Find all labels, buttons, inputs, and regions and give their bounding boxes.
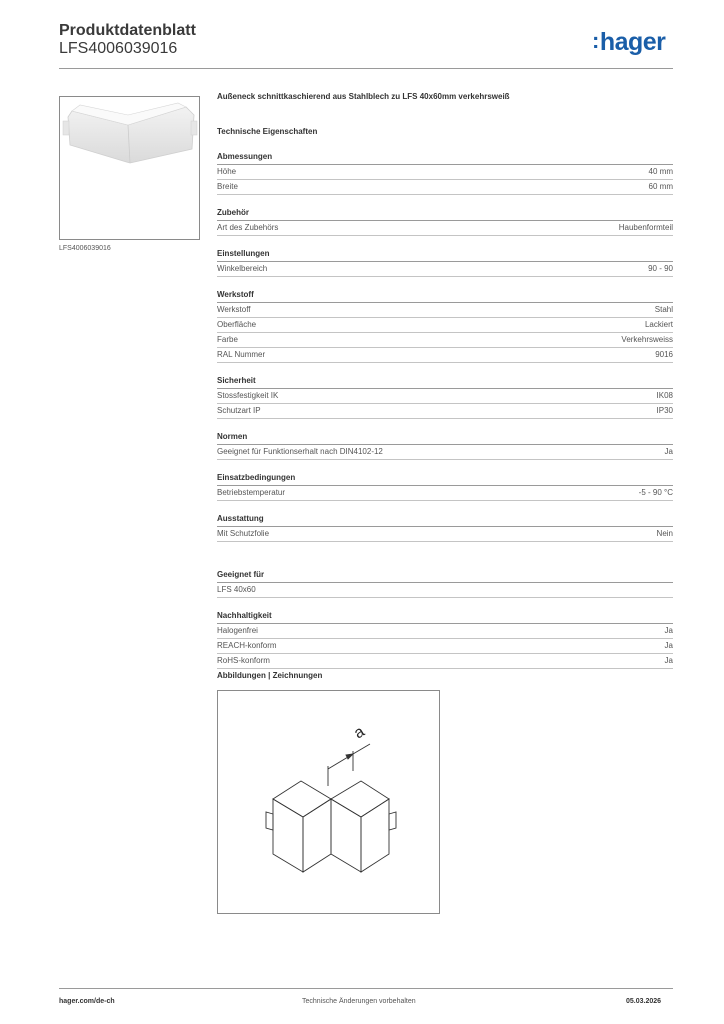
spec-row xyxy=(217,445,673,460)
spec-row xyxy=(217,262,673,277)
spec-value: Stahl xyxy=(654,305,673,314)
section-nachhaltigkeit xyxy=(217,611,673,669)
section-title: Nachhaltigkeit xyxy=(217,611,673,624)
spec-label: Stossfestigkeit IK xyxy=(217,391,279,400)
spec-row xyxy=(217,654,673,669)
section-title: Einsatzbedingungen xyxy=(217,473,673,486)
section-sicherheit xyxy=(217,376,673,419)
spec-value: Ja xyxy=(664,447,673,456)
logo-text: hager xyxy=(599,28,666,56)
footer-website-link[interactable]: hager.com/de-ch xyxy=(59,998,115,1005)
spec-label: Farbe xyxy=(217,335,238,344)
spec-value: Ja xyxy=(664,656,673,665)
footer-divider xyxy=(59,988,673,989)
spec-label: Werkstoff xyxy=(217,305,251,314)
section-normen xyxy=(217,432,673,460)
product-photo-icon xyxy=(60,97,199,239)
spec-label: RoHS-konform xyxy=(217,656,270,665)
header-divider xyxy=(59,68,673,69)
spec-row xyxy=(217,180,673,195)
spec-row xyxy=(217,486,673,501)
section-einsatzbedingungen xyxy=(217,473,673,501)
spec-label: Art des Zubehörs xyxy=(217,223,279,232)
spec-label: Höhe xyxy=(217,167,237,176)
spec-value: -5 - 90 °C xyxy=(638,488,673,497)
spec-row xyxy=(217,221,673,236)
section-title: Sicherheit xyxy=(217,376,673,389)
section-einstellungen xyxy=(217,249,673,277)
logo-dots-icon: : xyxy=(592,28,599,53)
spec-value: Ja xyxy=(664,641,673,650)
page-title: Produktdatenblatt xyxy=(59,22,196,39)
product-image xyxy=(59,96,200,240)
spec-label: Oberfläche xyxy=(217,320,257,329)
hager-logo[interactable] xyxy=(592,28,665,57)
spec-value: IP30 xyxy=(656,406,673,415)
section-title: Normen xyxy=(217,432,673,445)
spec-row xyxy=(217,165,673,180)
spec-row xyxy=(217,639,673,654)
footer-date: 05.03.2026 xyxy=(626,998,662,1005)
spec-row xyxy=(217,527,673,542)
figures-title: Abbildungen | Zeichnungen xyxy=(217,671,323,680)
product-description: Außeneck schnittkaschierend aus Stahlblech zu LFS 40x60mm verkehrsweiß xyxy=(217,92,510,101)
article-number: LFS4006039016 xyxy=(59,40,178,57)
section-title: Geeignet für xyxy=(217,570,673,583)
spec-value: 40 mm xyxy=(648,167,673,176)
section-title: Abmessungen xyxy=(217,152,673,165)
product-image-caption: LFS4006039016 xyxy=(59,245,111,252)
technical-drawing xyxy=(217,690,440,914)
spec-value: 90 - 90 xyxy=(648,264,673,273)
spec-label: Mit Schutzfolie xyxy=(217,529,270,538)
section-title: Werkstoff xyxy=(217,290,673,303)
section-werkstoff xyxy=(217,290,673,363)
section-title: Einstellungen xyxy=(217,249,673,262)
spec-value: Lackiert xyxy=(644,320,673,329)
dimension-label: a xyxy=(351,723,368,743)
spec-row xyxy=(217,333,673,348)
spec-label: Betriebstemperatur xyxy=(217,488,286,497)
spec-label: REACH-konform xyxy=(217,641,277,650)
section-abmessungen xyxy=(217,152,673,195)
section-ausstattung xyxy=(217,514,673,542)
spec-value: Ja xyxy=(664,626,673,635)
spec-value: IK08 xyxy=(656,391,673,400)
spec-label: RAL Nummer xyxy=(217,350,266,359)
spec-value: Haubenformteil xyxy=(618,223,673,232)
section-geeignet-fuer xyxy=(217,570,673,598)
section-title: Ausstattung xyxy=(217,514,673,527)
section-zubehoer xyxy=(217,208,673,236)
tech-heading: Technische Eigenschaften xyxy=(217,127,318,136)
spec-label: LFS 40x60 xyxy=(217,585,256,594)
spec-row xyxy=(217,318,673,333)
spec-value: Verkehrsweiss xyxy=(621,335,673,344)
spec-label: Geeignet für Funktionserhalt nach DIN4102-12 xyxy=(217,447,383,456)
spec-value: 9016 xyxy=(655,350,673,359)
spec-row xyxy=(217,404,673,419)
spec-row xyxy=(217,389,673,404)
spec-label: Winkelbereich xyxy=(217,264,268,273)
spec-content xyxy=(217,91,673,669)
spec-row xyxy=(217,624,673,639)
spec-label: Schutzart IP xyxy=(217,406,261,415)
footer-notice: Technische Änderungen vorbehalten xyxy=(302,998,416,1005)
spec-row xyxy=(217,303,673,318)
corner-drawing-icon xyxy=(218,691,439,913)
spec-value: 60 mm xyxy=(648,182,673,191)
section-title: Zubehör xyxy=(217,208,673,221)
spec-value: Nein xyxy=(656,529,673,538)
spec-label: Breite xyxy=(217,182,238,191)
spec-label: Halogenfrei xyxy=(217,626,258,635)
spec-row xyxy=(217,348,673,363)
spec-row xyxy=(217,583,673,598)
